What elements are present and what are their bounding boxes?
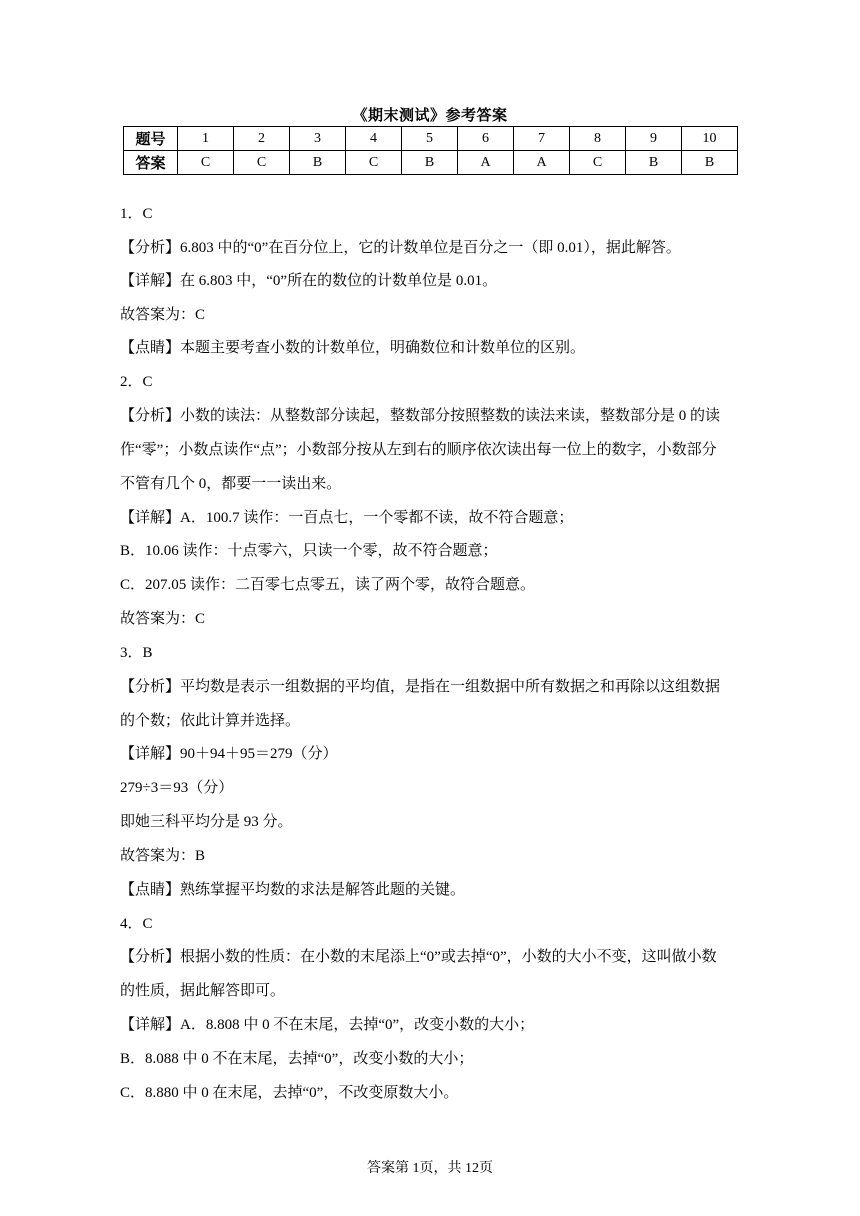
analysis-line: 的个数；依此计算并选择。 [120,713,301,729]
question-heading: 4．C [120,916,153,932]
analysis-line: 【分析】根据小数的性质：在小数的末尾添上“0”或去掉“0”，小数的大小不变，这叫做小数 [120,949,717,965]
analysis-line: 【分析】6.803 中的“0”在百分位上，它的计数单位是百分之一（即 0.01），据此解答。 [120,240,681,256]
question-number: 6 [458,127,514,151]
answer-table [123,126,738,175]
analysis-line: 的性质，据此解答即可。 [120,983,286,999]
answer-cell: C [178,151,234,175]
answer-line: 故答案为：C [120,307,206,323]
analysis-line: 【分析】小数的读法：从整数部分读起，整数部分按照整数的读法来读，整数部分是 0 的读 [120,408,721,424]
question-heading: 2．C [120,374,153,390]
detail-line: 【详解】在 6.803 中，“0”所在的数位的计数单位是 0.01。 [120,273,498,289]
answer-line: 故答案为：B [120,848,206,864]
question-number: 8 [570,127,626,151]
comment-line: 【点睛】熟练掌握平均数的求法是解答此题的关键。 [120,882,466,898]
answer-cell: B [626,151,682,175]
analysis-line: 【分析】平均数是表示一组数据的平均值，是指在一组数据中所有数据之和再除以这组数据 [120,679,721,695]
detail-line: B．10.06 读作：十点零六，只读一个零，故不符合题意； [120,543,498,559]
answer-label: 答案 [124,151,178,175]
answer-cell: A [458,151,514,175]
question-number: 2 [234,127,290,151]
detail-line: B．8.088 中 0 不在末尾，去掉“0”，改变小数的大小； [120,1051,474,1067]
answer-cell: C [570,151,626,175]
detail-line: 【详解】A．100.7 读作：一百点七，一个零都不读，故不符合题意； [120,510,574,526]
detail-line: 279÷3＝93（分） [120,780,234,796]
comment-line: 【点睛】本题主要考查小数的计数单位，明确数位和计数单位的区别。 [120,340,586,356]
answer-cell: B [402,151,458,175]
analysis-line: 作“零”；小数点读作“点”；小数部分按从左到右的顺序依次读出每一位上的数字，小数部分 [120,442,717,458]
question-number: 7 [514,127,570,151]
answer-cell: C [234,151,290,175]
question-number: 4 [346,127,402,151]
question-number: 10 [682,127,738,151]
detail-line: C．8.880 中 0 在末尾，去掉“0”，不改变原数大小。 [120,1085,459,1101]
page-footer: 答案第 1页，共 12页 [367,1161,493,1176]
question-number: 1 [178,127,234,151]
question-number: 5 [402,127,458,151]
detail-line: C．207.05 读作：二百零七点零五，读了两个零，故符合题意。 [120,577,536,593]
question-number: 9 [626,127,682,151]
answer-table-header-row [124,127,738,151]
answer-line: 故答案为：C [120,611,206,627]
question-heading: 1．C [120,206,153,222]
question-heading: 3．B [120,645,153,661]
answer-cell: A [514,151,570,175]
answer-cell: B [290,151,346,175]
answer-cell: C [346,151,402,175]
question-number: 3 [290,127,346,151]
detail-line: 即她三科平均分是 93 分。 [120,814,293,830]
detail-line: 【详解】90＋94＋95＝279（分） [120,746,338,762]
answer-cell: B [682,151,738,175]
page-title: 《期末测试》参考答案 [352,108,508,124]
answer-table-answer-row [124,151,738,175]
analysis-line: 不管有几个 0，都要一一读出来。 [120,476,342,492]
detail-line: 【详解】A．8.808 中 0 不在末尾，去掉“0”，改变小数的大小； [120,1017,535,1033]
question-number-label: 题号 [124,127,178,151]
